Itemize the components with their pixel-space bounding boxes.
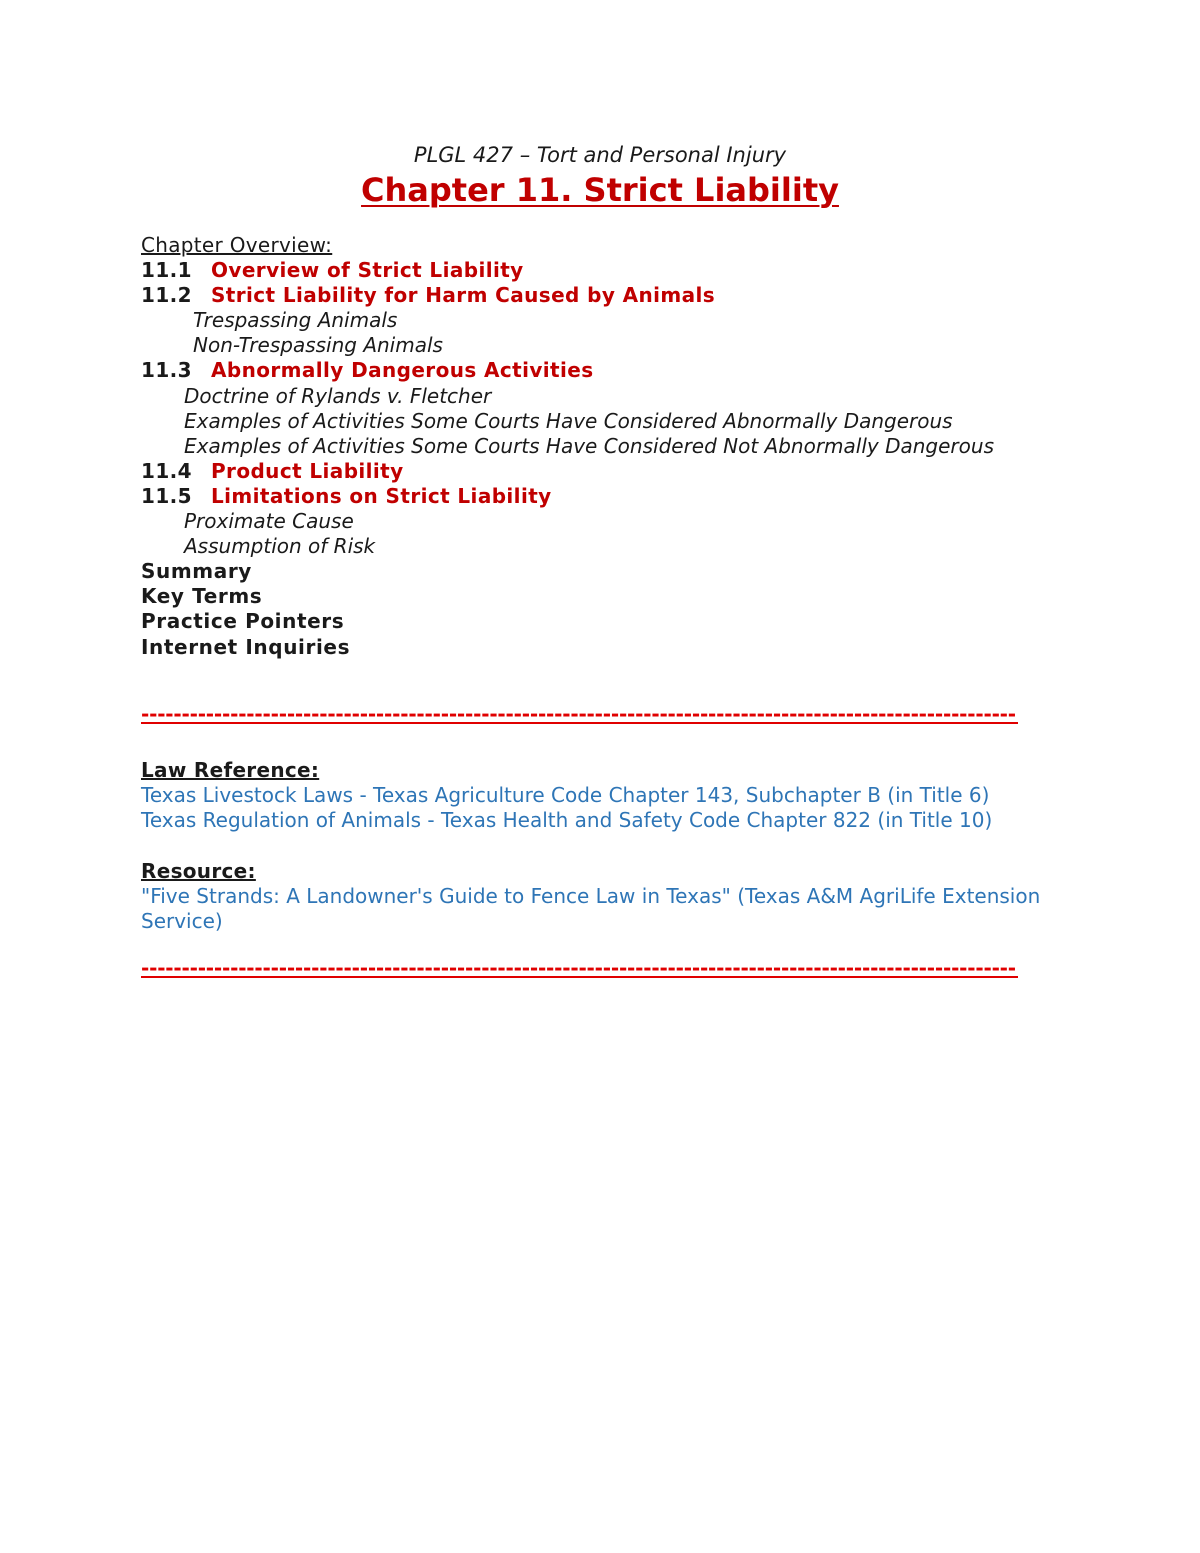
subtopic: Examples of Activities Some Courts Have Considered Not Abnormally Dangerous xyxy=(184,433,994,458)
subtopic: Proximate Cause xyxy=(184,509,354,534)
section-number: 11.3 xyxy=(141,358,192,383)
key-terms-item: Key Terms xyxy=(141,584,263,609)
section-11-5 xyxy=(141,484,1061,509)
section-title: Strict Liability for Harm Caused by Animals xyxy=(211,283,716,308)
course-title: PLGL 427 – Tort and Personal Injury xyxy=(413,143,787,167)
summary-item: Summary xyxy=(141,559,252,584)
regulation-of-animals-link[interactable]: Texas Regulation of Animals - Texas Health and Safety Code Chapter 822 (in Title 10) xyxy=(141,808,993,833)
subtopic: Trespassing Animals xyxy=(193,308,398,333)
section-number: 11.2 xyxy=(141,283,192,308)
overview-heading: Chapter Overview: xyxy=(141,233,333,257)
chapter-title: Chapter 11. Strict Liability xyxy=(361,171,839,209)
section-title: Limitations on Strict Liability xyxy=(211,483,552,508)
resource-heading: Resource: xyxy=(141,858,256,883)
section-11-2 xyxy=(141,283,1061,308)
subtopic: Assumption of Risk xyxy=(184,534,376,559)
section-11-1 xyxy=(141,258,1061,283)
subtopic: Doctrine of Rylands v. Fletcher xyxy=(184,383,492,408)
section-number: 11.4 xyxy=(141,458,192,483)
document-page xyxy=(141,140,1061,978)
livestock-laws-link[interactable]: Texas Livestock Laws - Texas Agriculture Code Chapter 143, Subchapter B (in Title 6) xyxy=(141,782,990,807)
section-number: 11.5 xyxy=(141,483,192,508)
internet-inquiries-item: Internet Inquiries xyxy=(141,634,351,659)
section-title: Product Liability xyxy=(211,458,404,483)
divider-line: ------------------------------------------------------------------------------------------------------------ xyxy=(141,962,1018,978)
law-reference-heading: Law Reference: xyxy=(141,757,320,782)
section-title: Overview of Strict Liability xyxy=(211,258,524,282)
section-11-3 xyxy=(141,358,1061,383)
section-11-4 xyxy=(141,459,1061,484)
section-number: 11.1 xyxy=(141,258,192,282)
five-strands-link[interactable]: "Five Strands: A Landowner's Guide to Fence Law in Texas" (Texas A&M AgriLife Extension Service) xyxy=(141,883,1041,934)
practice-pointers-item: Practice Pointers xyxy=(141,609,345,634)
subtopic: Examples of Activities Some Courts Have Considered Abnormally Dangerous xyxy=(184,408,953,433)
section-title: Abnormally Dangerous Activities xyxy=(211,358,594,383)
subtopic: Non-Trespassing Animals xyxy=(193,333,443,358)
divider-line: ------------------------------------------------------------------------------------------------------------ xyxy=(141,708,1018,724)
